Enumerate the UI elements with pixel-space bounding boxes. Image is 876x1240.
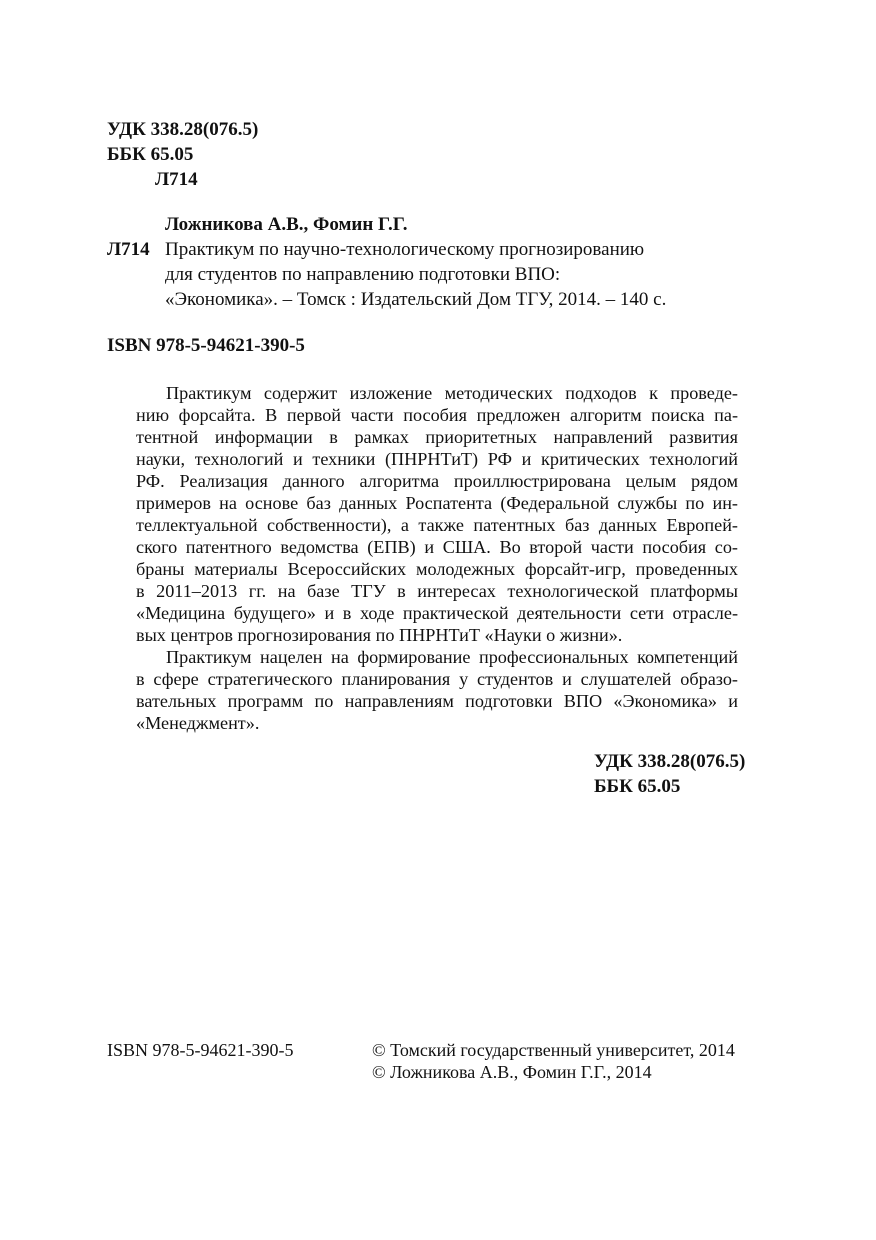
abstract-line: примеров на основе баз данных Роспатента (Федеральной службы по ин- <box>136 493 738 513</box>
isbn-heading: ISBN 978-5-94621-390-5 <box>107 335 305 356</box>
abstract-line: браны материалы Всероссийских молодежных форсайт-игр, проведенных <box>136 559 738 579</box>
abstract-line: Практикум содержит изложение методических подходов к проведе- <box>166 383 738 403</box>
copyright-authors: © Ложникова А.В., Фомин Г.Г., 2014 <box>372 1062 652 1082</box>
udk-code: УДК 338.28(076.5) <box>107 119 259 140</box>
citation-mark: Л714 <box>107 239 150 260</box>
udk-code-right: УДК 338.28(076.5) <box>594 751 746 772</box>
abstract-line: теллектуальной собственности), а также патентных баз данных Европей- <box>136 515 738 535</box>
abstract-line: в сфере стратегического планирования у студентов и слушателей образо- <box>136 669 738 689</box>
abstract-line: тентной информации в рамках приоритетных направлений развития <box>136 427 738 447</box>
author-mark: Л714 <box>155 169 198 190</box>
bbk-code: ББК 65.05 <box>107 144 194 165</box>
abstract-line: вых центров прогнозирования по ПНРНТиТ «Науки о жизни». <box>136 625 623 645</box>
abstract-line: Практикум нацелен на формирование профессиональных компетенций <box>166 647 738 667</box>
abstract-line: «Медицина будущего» и в ходе практической деятельности сети отрасле- <box>136 603 738 623</box>
copyright-university: © Томский государственный университет, 2014 <box>372 1040 735 1060</box>
abstract-line: ского патентного ведомства (ЕПВ) и США. Во второй части пособия со- <box>136 537 738 557</box>
abstract-line: науки, технологий и техники (ПНРНТиТ) РФ и критических технологий <box>136 449 738 469</box>
abstract-line: в 2011–2013 гг. на базе ТГУ в интересах технологической платформы <box>136 581 738 601</box>
citation-authors: Ложникова А.В., Фомин Г.Г. <box>165 214 408 235</box>
bbk-code-right: ББК 65.05 <box>594 776 681 797</box>
footer-isbn: ISBN 978-5-94621-390-5 <box>107 1040 294 1060</box>
abstract-line: «Менеджмент». <box>136 713 260 733</box>
citation-line: для студентов по направлению подготовки ВПО: <box>165 264 561 285</box>
citation-line: «Экономика». – Томск : Издательский Дом ТГУ, 2014. – 140 с. <box>165 289 667 310</box>
citation-line: Практикум по научно-технологическому прогнозированию <box>165 239 645 260</box>
abstract-line: нию форсайта. В первой части пособия предложен алгоритм поиска па- <box>136 405 738 425</box>
abstract-line: РФ. Реализация данного алгоритма проиллюстрирована целым рядом <box>136 471 738 491</box>
abstract-line: вательных программ по направлениям подготовки ВПО «Экономика» и <box>136 691 738 711</box>
